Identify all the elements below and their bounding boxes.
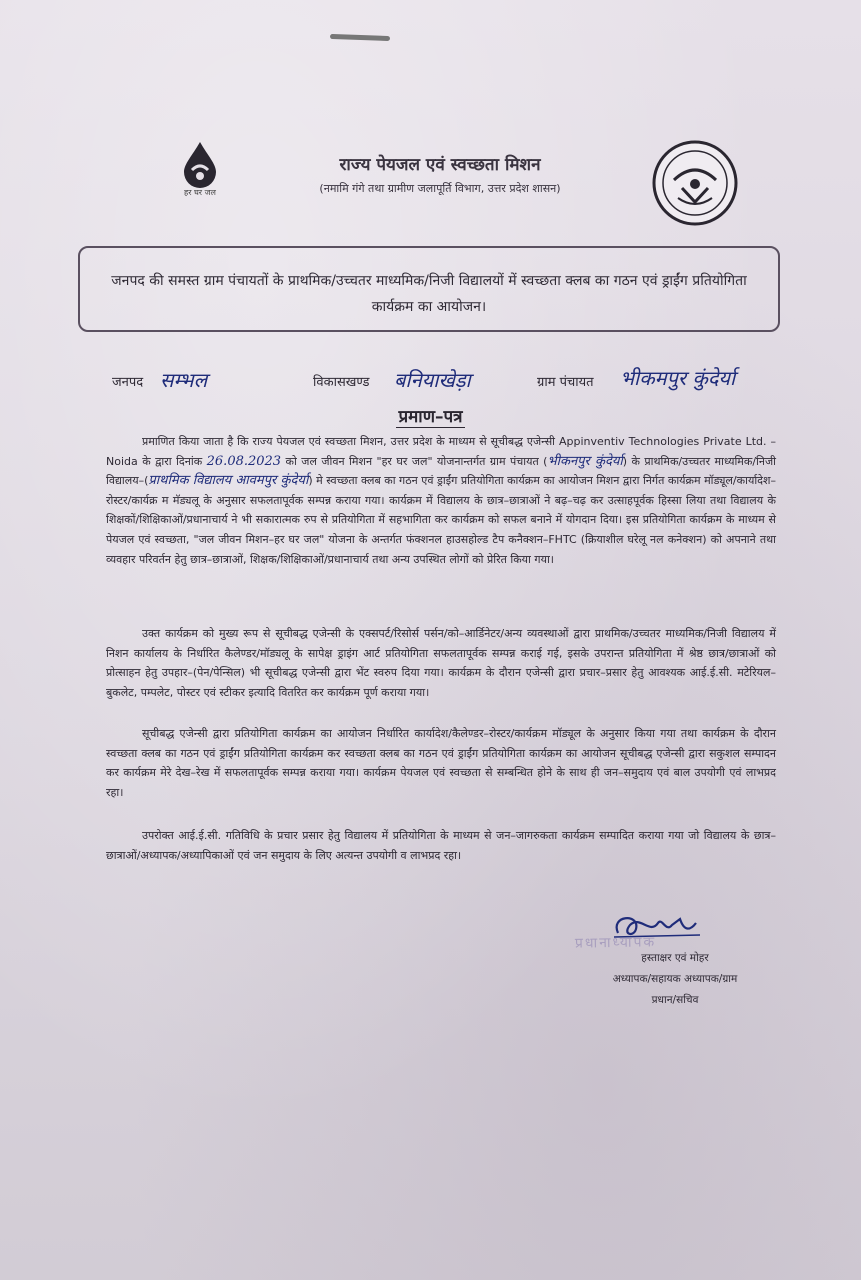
staple xyxy=(330,34,390,41)
event-date: 26.08.2023 xyxy=(206,453,282,469)
water-drop-icon xyxy=(180,140,220,188)
vikaskhand-label: विकासखण्ड xyxy=(313,375,370,390)
up-government-seal-icon xyxy=(652,140,738,226)
header-subtitle: (नमामि गंगे तथा ग्रामीण जलापूर्ति विभाग, उत्तर प्रदेश शासन) xyxy=(319,182,561,195)
paragraph-2: उक्त कार्यक्रम को मुख्य रूप से सूचीबद्ध एजेन्सी के एक्सपर्ट/रिसोर्स पर्सन/को–आर्डिनेटर/अन्य व्यवस्थाओं द्वारा प्राथमिक/उच्चतर माध्यमिक/निजी विद्यालय में निशन कार्यालय के निर्धारित कैलेण्डर/मॉड्यलू के सापेक्ष ड्राइंग आर्ट प्रतियोगिता सफलतापूर्वक सम्पन्न कराई गई, इसके उपरान्त प्रतियोगिता में श्रेष्ठ छात्र/छात्राओं को प्रोत्साहन हेतु उपहार–(पेन/पेन्सिल) भी सूचीबद्ध एजेन्सी द्वारा भेंट स्वरुप दिया गया। कार्यक्रम के दौरान एजेन्सी द्वारा प्रचार–प्रसार हेतु आवश्यक आई.ई.सी. मटेरियल–बुकलेट, पम्पलेट, पोस्टर एवं स्टीकर इत्यादि वितरित कर कार्यक्रम पूर्ण कराया गया। xyxy=(106,627,776,699)
sign-line-2: अध्यापक/सहायक अध्यापक/ग्राम xyxy=(612,973,738,985)
har-ghar-jal-logo xyxy=(168,140,232,197)
sign-line-1: हस्ताक्षर एवं मोहर xyxy=(641,952,709,964)
topic-box: जनपद की समस्त ग्राम पंचायतों के प्राथमिक/उच्चतर माध्यमिक/निजी विद्यालयों में स्वच्छता क्लब का गठन एवं ड्राईंग प्रतियोगिता कार्यक्रम का आयोजन। xyxy=(78,246,780,332)
gram-panchayat-inline: भीकनपुर कुंदेर्या xyxy=(547,453,623,469)
document-header xyxy=(240,152,640,196)
gram-panchayat-label: ग्राम पंचायत xyxy=(537,375,594,390)
school-name: प्राथमिक विद्यालय आवमपुर कुंदेर्या xyxy=(148,473,309,489)
vikaskhand-value: बनियाखेड़ा xyxy=(394,368,471,392)
paragraph-3: सूचीबद्ध एजेन्सी द्वारा प्रतियोगिता कार्यक्रम का आयोजन निर्धारित कार्यादेश/कैलेण्डर–रोस्टर/कार्यक्रम मॉड्यूल के अनुसार किया गया तथा कार्यक्रम के दौरान स्वच्छता क्लब का गठन एवं ड्राईंग प्रतियोगिता कार्यक्रम कर स्वच्छता क्लब का गठन एवं ड्राईंग प्रतियोगिता कार्यक्रम का आयोजन सूचीबद्ध एजेन्सी द्वारा सकुशल सम्पादन कर कार्यक्रम मेरे देख–रेख में सफलतापूर्वक सम्पन्न कराया गया। कार्यक्रम पेयजल एवं स्वच्छता से सम्बन्धित होने के साथ ही जन–समुदाय एवं बाल उपयोगी एवं लाभप्रद रहा। xyxy=(106,727,776,799)
janpad-label: जनपद xyxy=(112,375,144,390)
paragraph-1: प्रमाणित किया जाता है कि राज्य पेयजल एवं स्वच्छता मिशन, उत्तर प्रदेश के माध्यम से सूचीबद्ध एजेन्सी Appinventiv Technologies Private Ltd. – Noida के द्वारा दिनांक 26.08.2023 को जल जीवन मिशन "हर घर जल" योजनान्तर्गत ग्राम पंचायत (भीकनपुर कुंदेर्या) के प्राथमिक/उच्चतर माध्यमिक/निजी विद्यालय–(प्राथमिक विद्यालय आवमपुर कुंदेर्या) मे स्वच्छता क्लब का गठन एवं ड्राईंग प्रतियोगिता कार्यक्रम का आयोजन मिशन द्वारा निर्गत कार्यक्रम मॉड्यूल/कार्यादेश–रोस्टर/कार्यक्र म मॅड्यलू के अनुसार सफलतापूर्वक सम्पन्न कराया गया। कार्यक्रम में विद्यालय के छात्र–छात्राओं ने बढ़–चढ़ कर उत्साहपूर्वक हिस्सा लिया तथा विद्यालय के शिक्षकों/शिक्षिकाओं/प्रधानाचार्य ने भी सकारात्मक रुप से प्रतियोगिता में सहभागिता कर कार्यक्रम को सफल बनाने में योगदान दिया। इस प्रतियोगिता कार्यक्रम के माध्यम से पेयजल एवं स्वच्छता, "जल जीवन मिशन–हर घर जल" योजना के अन्तर्गत फंक्शनल हाउसहोल्ड टैप कनैक्शन–FHTC (क्रियाशील घरेलू नल कनेक्शन) को अपनाने तथा व्यवहार परिवर्तन हेतु छात्र–छात्राओं, शिक्षक/शिक्षिकाओं/प्रधानाचार्य तथा अन्य उपस्थित लोगों को प्रेरित किया गया। xyxy=(106,435,777,566)
signature-block xyxy=(560,948,790,1011)
paragraph-4: उपरोक्त आई.ई.सी. गतिविधि के प्रचार प्रसार हेतु विद्यालय में प्रतियोगिता के माध्यम से जन–जागरुकता कार्यक्रम सम्पादित कराया गया जो विद्यालय के छात्र–छात्राओं/अध्यापक/अध्यापिकाओं एवं जन समुदाय के लिए अत्यन्त उपयोगी व लाभप्रद रहा। xyxy=(106,829,776,862)
header-title: राज्य पेयजल एवं स्वच्छता मिशन xyxy=(339,155,541,175)
sign-line-3: प्रधान/सचिव xyxy=(651,994,699,1006)
location-fields xyxy=(0,364,861,404)
logo-left-text: हर घर जल xyxy=(184,188,216,197)
gram-panchayat-value: भीकमपुर कुंदेर्या xyxy=(620,366,736,390)
school-stamp: प्रधानाध्यापक xyxy=(574,934,657,952)
janpad-value: सम्भल xyxy=(160,368,208,392)
certificate-title: प्रमाण–पत्र xyxy=(398,407,463,427)
